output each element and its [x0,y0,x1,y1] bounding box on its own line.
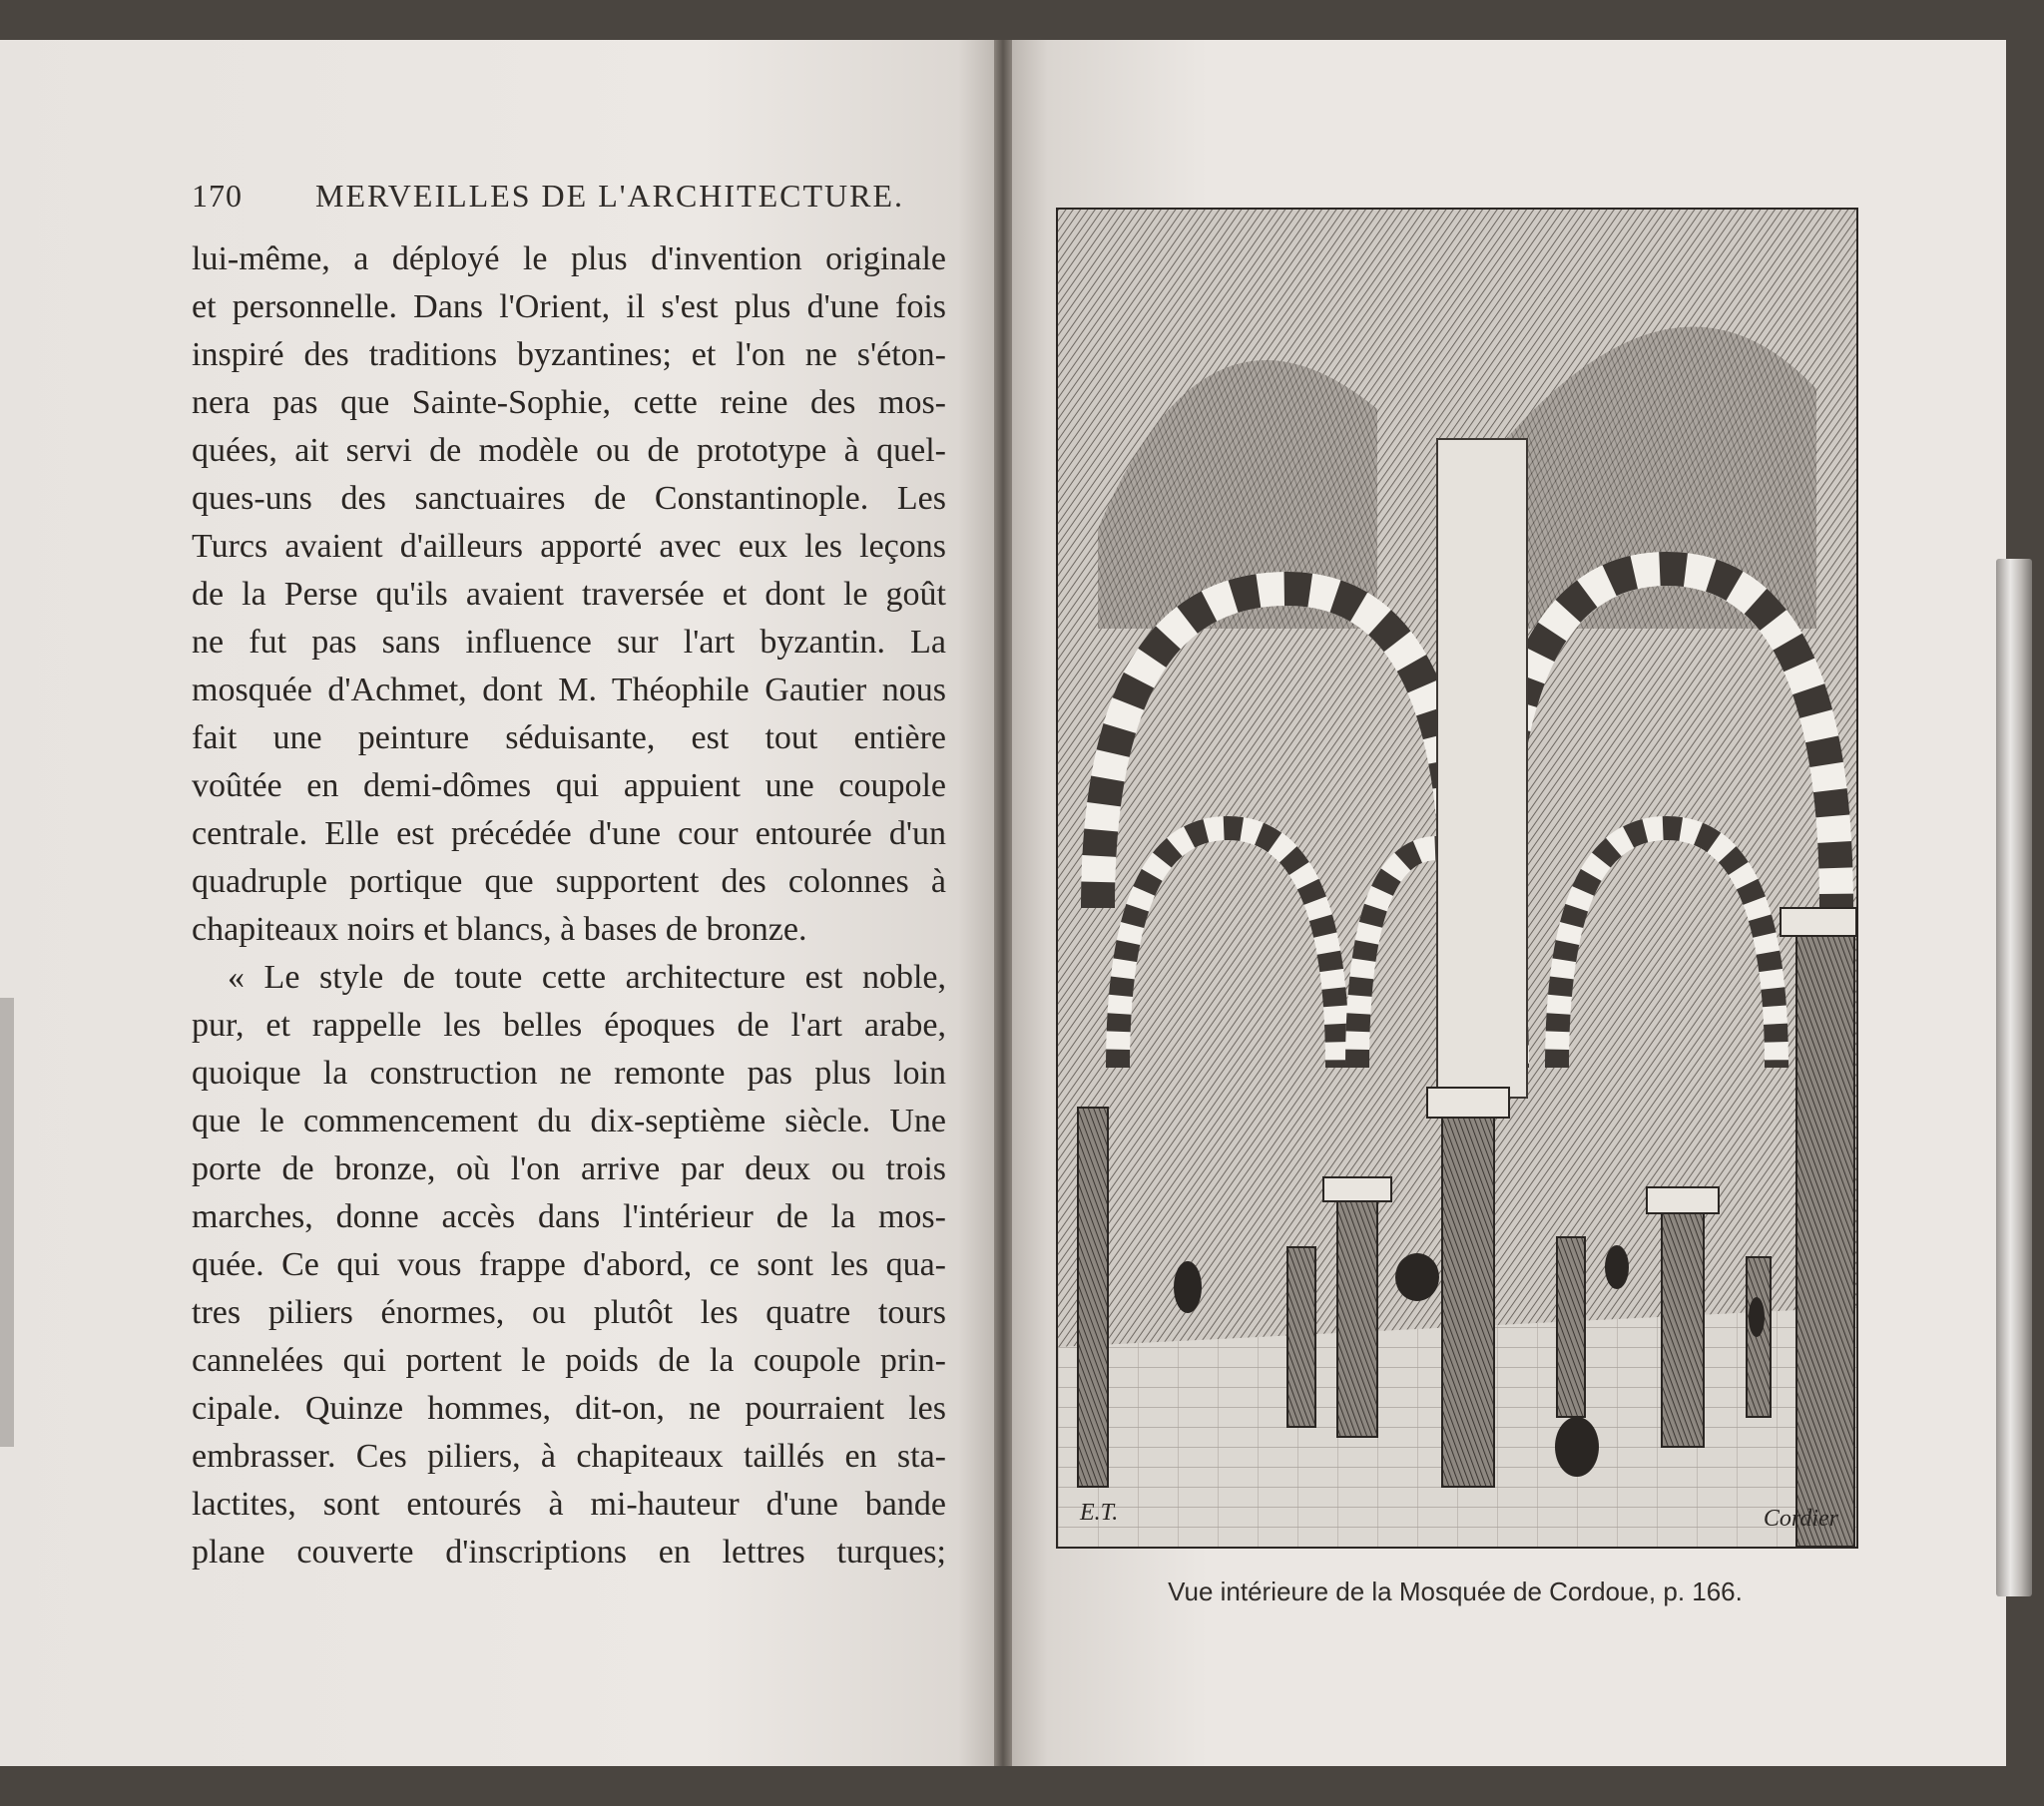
page-header [192,178,950,222]
text-line: lui-même, a déployé le plus d'invention originale [192,240,946,277]
text-line: nera pas que Sainte-Sophie, cette reine des mos- [192,384,946,421]
text-line: voûtée en demi-dômes qui appuient une coupole [192,767,946,804]
text-line: cannelées qui portent le poids de la coupole prin- [192,1342,946,1379]
text-line: tres piliers énormes, ou plutôt les quatre tours [192,1294,946,1331]
mosque-interior-engraving [1058,210,1856,1547]
text-line: porte de bronze, où l'on arrive par deux ou trois [192,1150,946,1187]
text-line: Turcs avaient d'ailleurs apporté avec eux les leçons [192,528,946,565]
text-line: quoique la construction ne remonte pas plus loin [192,1055,946,1092]
text-line: ne fut pas sans influence sur l'art byzantin. La [192,624,946,661]
artist-signature: E.T. [1080,1500,1119,1526]
body-text [192,235,946,1577]
book-gutter [994,40,1012,1766]
text-line: « Le style de toute cette architecture est noble, [228,959,946,996]
text-line: chapiteaux noirs et blancs, à bases de bronze. [192,911,807,948]
text-line: quée. Ce qui vous frappe d'abord, ce sont les qua- [192,1246,946,1283]
illustration-caption: Vue intérieure de la Mosquée de Cordoue, p. 166. [1168,1577,1743,1606]
text-line: que le commencement du dix-septième siècle. Une [192,1103,946,1139]
text-line: centrale. Elle est précédée d'une cour entourée d'un [192,815,946,852]
text-line: et personnelle. Dans l'Orient, il s'est plus d'une fois [192,288,946,325]
page-number: 170 [192,178,243,214]
text-line: mosquée d'Achmet, dont M. Théophile Gautier nous [192,672,946,708]
text-line: plane couverte d'inscriptions en lettres turques; [192,1534,946,1571]
text-line: pur, et rappelle les belles époques de l'art arabe, [192,1007,946,1044]
text-line: lactites, sont entourés à mi-hauteur d'une bande [192,1486,946,1523]
text-line: inspiré des traditions byzantines; et l'on ne s'éton- [192,336,946,373]
text-line: cipale. Quinze hommes, dit-on, ne pourraient les [192,1390,946,1427]
text-line: ques-uns des sanctuaires de Constantinople. Les [192,480,946,517]
text-line: marches, donne accès dans l'intérieur de la mos- [192,1198,946,1235]
running-title: MERVEILLES DE L'ARCHITECTURE. [315,178,905,214]
engraver-signature: Cordier [1763,1506,1838,1532]
text-line: quadruple portique que supportent des colonnes à [192,863,946,900]
engraving-illustration [1056,208,1858,1549]
text-line: embrasser. Ces piliers, à chapiteaux taillés en sta- [192,1438,946,1475]
text-line: fait une peinture séduisante, est tout entière [192,719,946,756]
text-line: quées, ait servi de modèle ou de prototype à quel- [192,432,946,469]
page-edge [0,998,14,1447]
text-line: de la Perse qu'ils avaient traversée et dont le goût [192,576,946,613]
metal-clip [1996,559,2032,1596]
